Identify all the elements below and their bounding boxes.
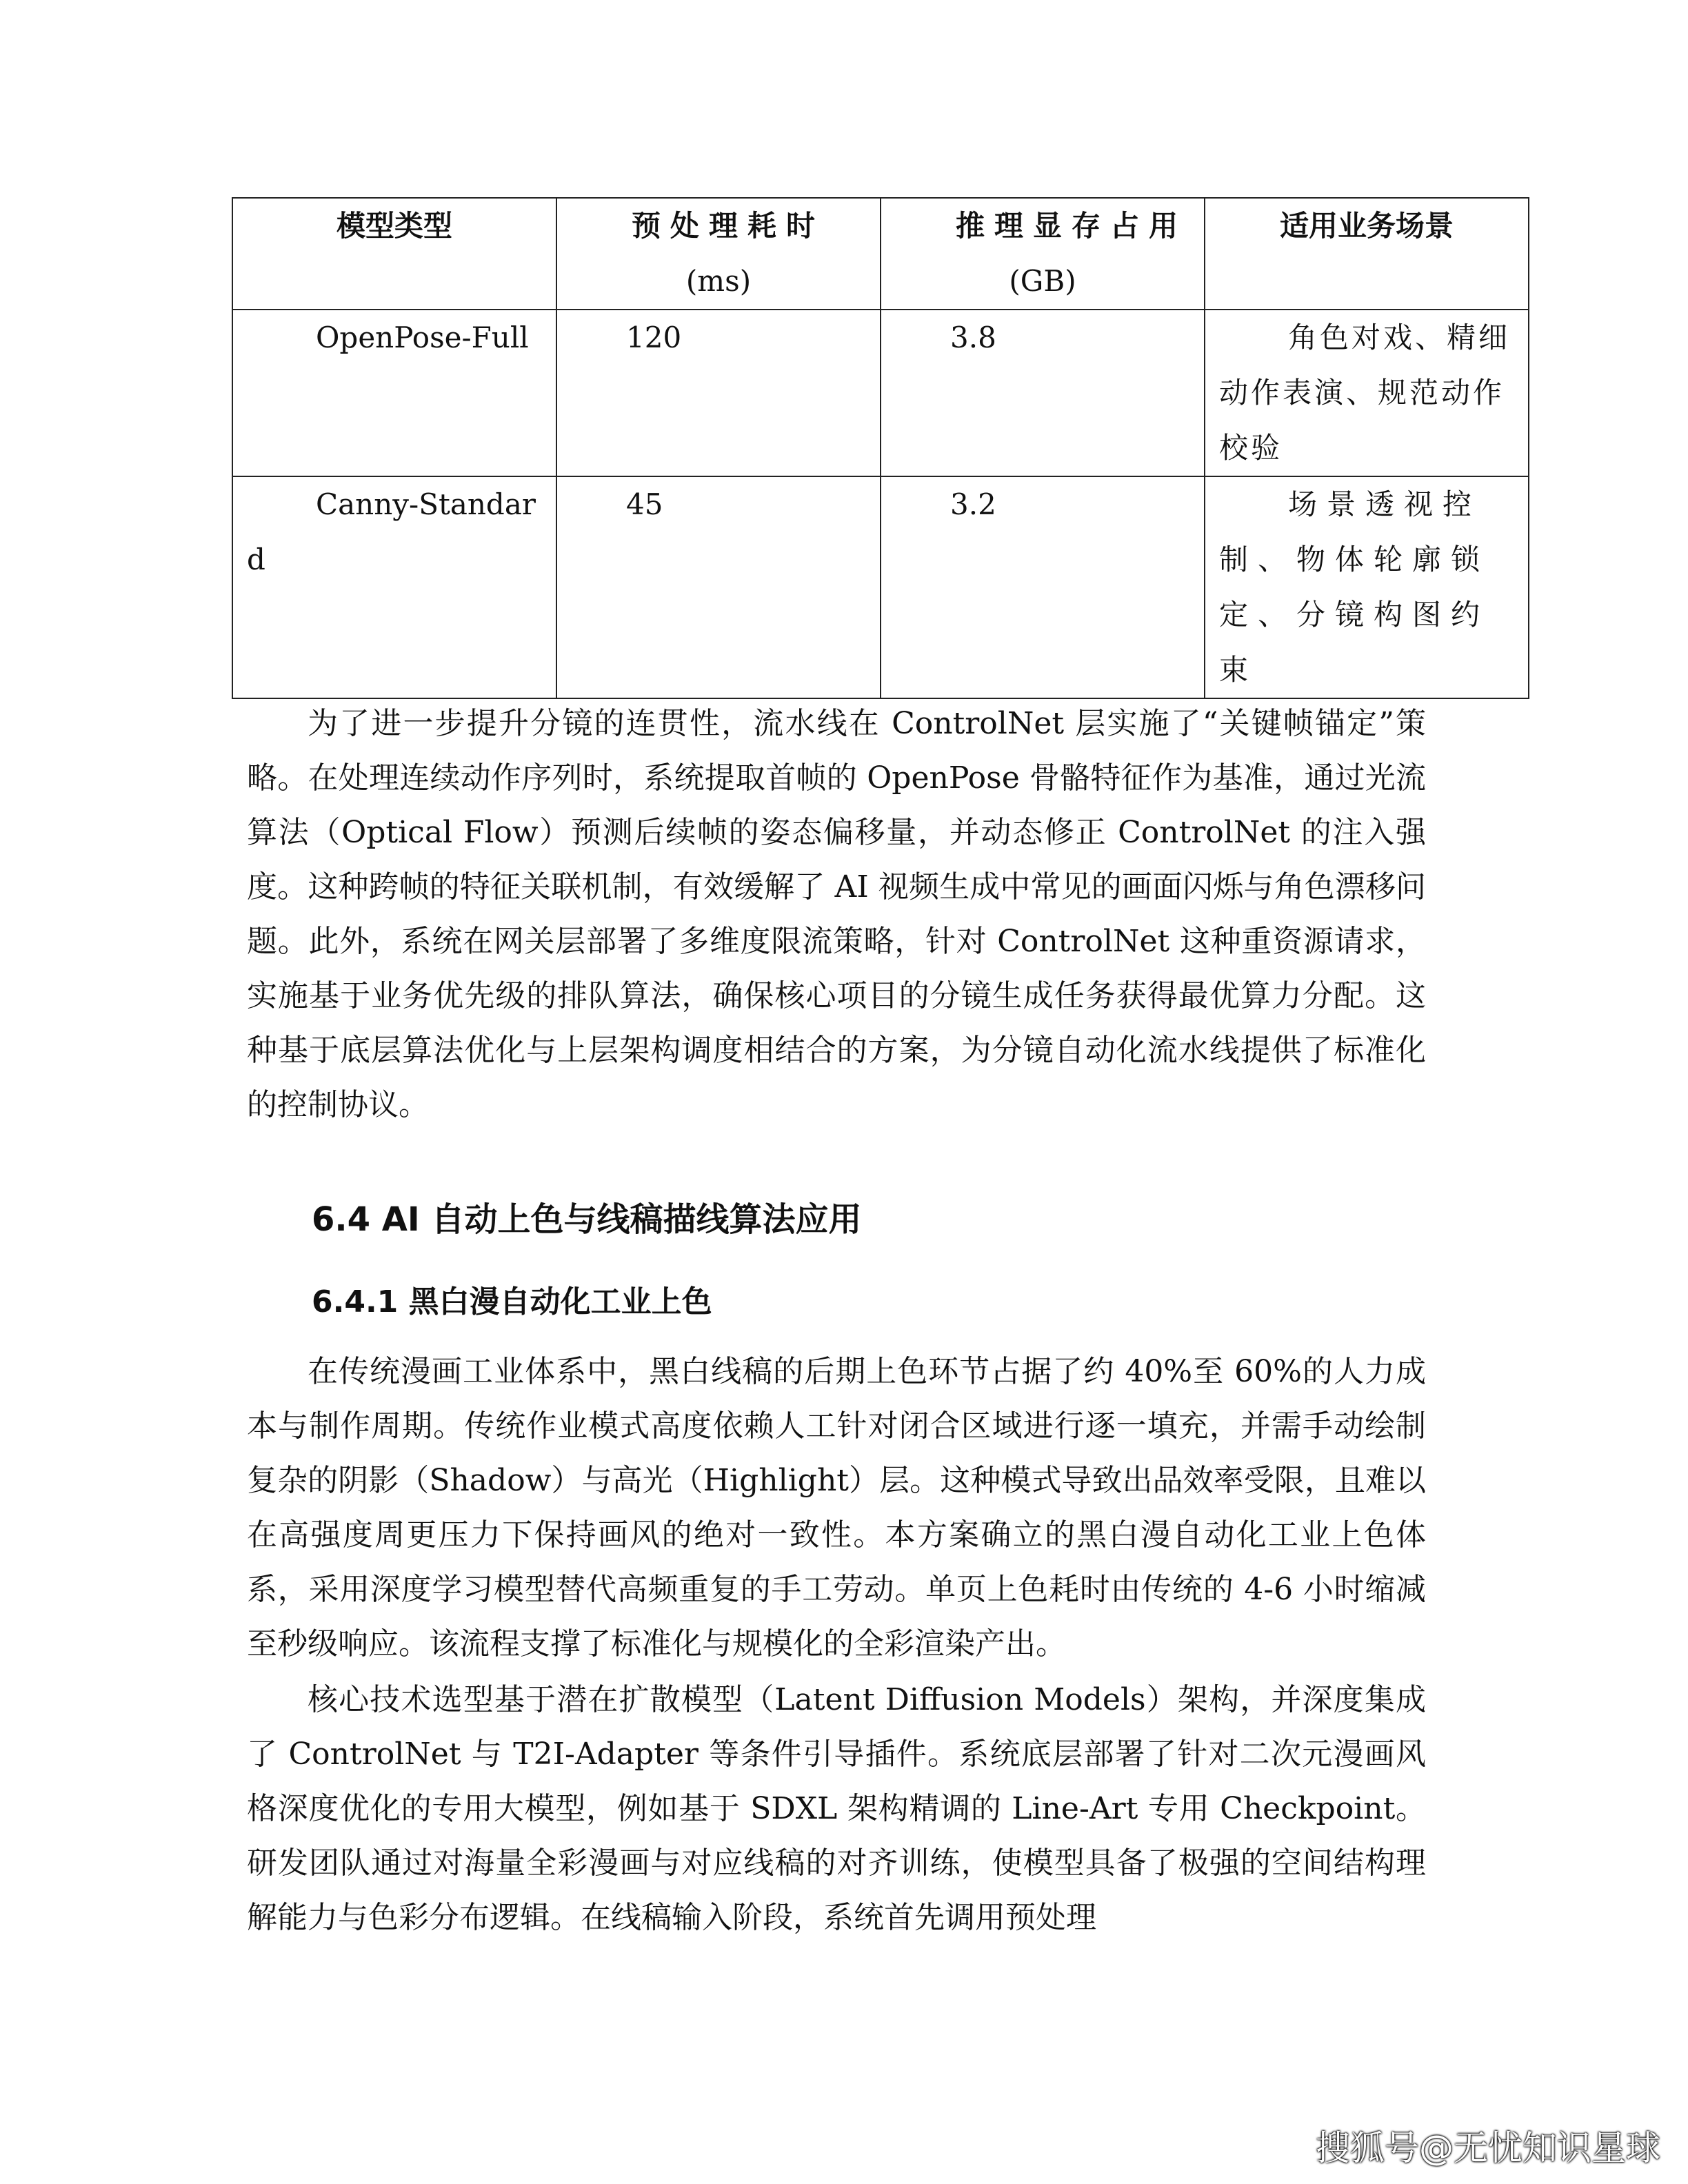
header-memory-label: 推理显存占用 <box>956 209 1188 243</box>
paragraph-core-technology: 核心技术选型基于潜在扩散模型（Latent Diffusion Models）架构，并深度集成了 ControlNet 与 T2I-Adapter 等条件引导插件。系统底层部署了针对二次元漫画风格深度优化的专用大模型，例如基于 SDXL 架构精调的 Line-Art 专用 Checkpoint。研发团队通过对海量全彩漫画与对应线稿的对齐训练，使模型具备了极强的空间结构理解能力与色彩分布逻辑。在线稿输入阶段，系统首先调用预处理 <box>247 1682 1426 1935</box>
section-heading: 6.4 AI 自动上色与线稿描线算法应用 <box>312 1200 862 1239</box>
model-comparison-table <box>232 197 1529 699</box>
cell-preprocess: 45 <box>556 476 881 698</box>
cell-memory: 3.2 <box>881 476 1205 698</box>
cell-model: Canny-Standard <box>232 476 556 698</box>
watermark-text: 搜狐号@无忧知识星球 <box>1316 2128 1660 2168</box>
table-header-row <box>232 198 1529 310</box>
cell-preprocess: 120 <box>556 310 881 476</box>
cell-model: OpenPose-Full <box>232 310 556 476</box>
cell-scene: 场景透视控制、物体轮廓锁定、分镜构图约束 <box>1205 476 1529 698</box>
cell-scene: 角色对戏、精细动作表演、规范动作校验 <box>1205 310 1529 476</box>
header-preprocess-label: 预处理耗时 <box>632 209 825 243</box>
table-row <box>232 476 1529 698</box>
header-memory-unit: (GB) <box>1009 264 1076 298</box>
table-row <box>232 310 1529 476</box>
header-preprocess-unit: (ms) <box>685 264 752 298</box>
paragraph-keyframe-anchoring: 为了进一步提升分镜的连贯性，流水线在 ControlNet 层实施了“关键帧锚定”策略。在处理连续动作序列时，系统提取首帧的 OpenPose 骨骼特征作为基准，通过光流算法（Optical Flow）预测后续帧的姿态偏移量，并动态修正 ControlNet 的注入强度。这种跨帧的特征关联机制，有效缓解了 AI 视频生成中常见的画面闪烁与角色漂移问题。此外，系统在网关层部署了多维度限流策略，针对 ControlNet 这种重资源请求，实施基于业务优先级的排队算法，确保核心项目的分镜生成任务获得最优算力分配。这种基于底层算法优化与上层架构调度相结合的方案，为分镜自动化流水线提供了标准化的控制协议。 <box>247 706 1426 1122</box>
header-memory-usage <box>881 198 1205 310</box>
header-preprocess-time <box>556 198 881 310</box>
subsection-heading: 6.4.1 黑白漫自动化工业上色 <box>312 1284 712 1320</box>
header-model-type: 模型类型 <box>232 198 556 310</box>
cell-memory: 3.8 <box>881 310 1205 476</box>
paragraph-traditional-coloring: 在传统漫画工业体系中，黑白线稿的后期上色环节占据了约 40%至 60%的人力成本与制作周期。传统作业模式高度依赖人工针对闭合区域进行逐一填充，并需手动绘制复杂的阴影（Shadow）与高光（Highlight）层。这种模式导致出品效率受限，且难以在高强度周更压力下保持画风的绝对一致性。本方案确立的黑白漫自动化工业上色体系，采用深度学习模型替代高频重复的手工劳动。单页上色耗时由传统的 4-6 小时缩减至秒级响应。该流程支撑了标准化与规模化的全彩渲染产出。 <box>247 1354 1426 1661</box>
header-business-scene: 适用业务场景 <box>1205 198 1529 310</box>
